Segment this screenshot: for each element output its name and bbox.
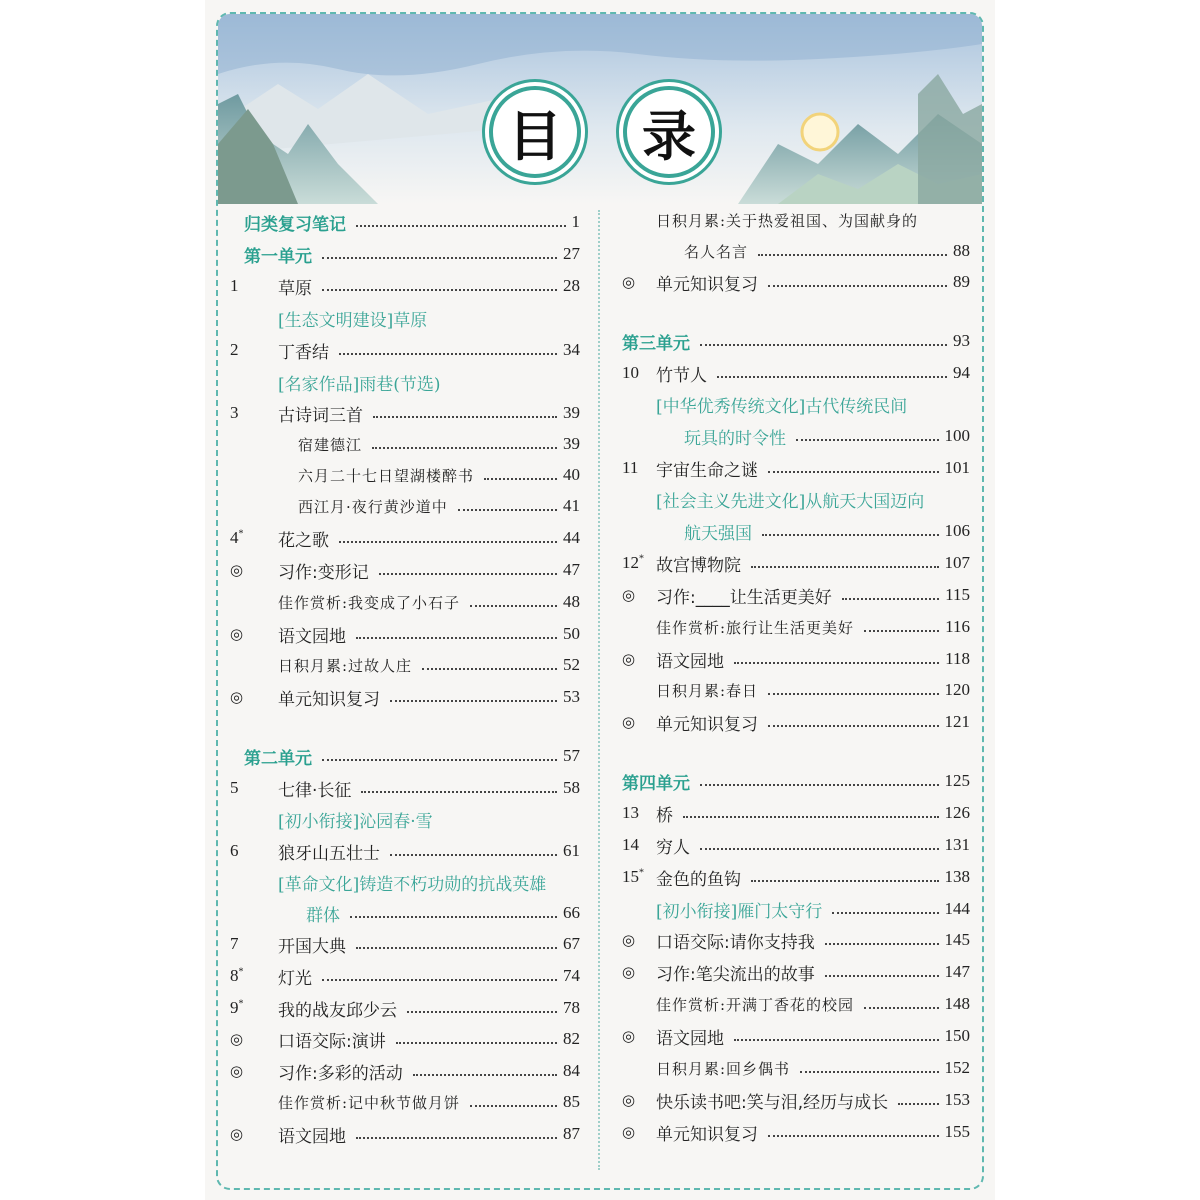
toc-entry[interactable] [622, 581, 970, 609]
toc-entry[interactable] [230, 368, 580, 396]
toc-entry[interactable] [230, 272, 580, 300]
page-number: 58 [563, 778, 580, 797]
entry-title: 第一单元 [244, 246, 312, 267]
page-number: 148 [944, 994, 970, 1013]
entry-title: 习作:____让生活更美好 [656, 587, 832, 608]
entry-title: 我的战友邱少云 [278, 1000, 397, 1021]
entry-number: 11 [622, 458, 639, 477]
page-number: 150 [944, 1026, 970, 1045]
entry-title: 语文园地 [278, 626, 346, 647]
toc-entry[interactable] [622, 767, 970, 795]
page-number: 39 [563, 434, 580, 453]
page-number: 94 [953, 363, 970, 382]
toc-entry[interactable] [622, 206, 970, 234]
toc-entry[interactable] [230, 588, 580, 616]
entry-title: 日积月累:春日 [656, 681, 759, 700]
page-number: 88 [953, 241, 970, 260]
leader-dots [484, 478, 557, 480]
entry-number: 4* [230, 528, 244, 547]
leader-dots [422, 668, 557, 670]
entry-title: 佳作赏析:我变成了小石子 [278, 593, 461, 612]
toc-entry[interactable] [622, 831, 970, 859]
entry-number: 10 [622, 363, 639, 382]
toc-entry[interactable] [230, 208, 580, 236]
toc-entry[interactable] [622, 454, 970, 482]
entry-title: 佳作赏析:开满丁香花的校园 [656, 995, 855, 1014]
page-number: 107 [944, 553, 970, 572]
toc-entry[interactable] [230, 1057, 580, 1085]
entry-title: 习作:变形记 [278, 562, 369, 583]
leader-dots [339, 541, 557, 543]
entry-title: 习作:笔尖流出的故事 [656, 964, 815, 985]
page-number: 115 [945, 585, 970, 604]
toc-entry[interactable] [622, 268, 970, 296]
page-number: 53 [563, 687, 580, 706]
toc-entry[interactable] [230, 742, 580, 770]
leader-dots [361, 791, 557, 793]
toc-entry[interactable] [230, 399, 580, 427]
page-number: 93 [953, 331, 970, 350]
leader-dots [356, 225, 566, 227]
leader-dots [758, 254, 947, 256]
title-char-2: 录 [623, 86, 715, 178]
entry-number: 14 [622, 835, 639, 854]
toc-entry[interactable] [622, 645, 970, 673]
entry-title: 西江月·夜行黄沙道中 [298, 497, 448, 516]
leader-dots [470, 605, 557, 607]
page-number: 1 [571, 212, 580, 231]
toc-entry[interactable] [230, 805, 580, 833]
page-number: 147 [944, 962, 970, 981]
entry-title: 日积月累:回乡偶书 [656, 1059, 791, 1078]
entry-number: ◎ [230, 689, 244, 706]
page-number: 39 [563, 403, 580, 422]
page-number: 40 [563, 465, 580, 484]
page-number: 144 [944, 899, 970, 918]
toc-entry[interactable] [622, 549, 970, 577]
toc-entry[interactable] [230, 1088, 580, 1116]
entry-title: 开国大典 [278, 936, 346, 957]
entry-number: ◎ [622, 964, 636, 981]
leader-dots [768, 725, 939, 727]
page-number: 118 [945, 649, 970, 668]
page-number: 61 [563, 841, 580, 860]
entry-title: 快乐读书吧:笑与泪,经历与成长 [656, 1092, 889, 1113]
entry-title: 语文园地 [656, 1028, 724, 1049]
page-number: 85 [563, 1092, 580, 1111]
page-number: 125 [944, 771, 970, 790]
entry-title: 佳作赏析:记中秋节做月饼 [278, 1093, 461, 1112]
entry-number: ◎ [230, 626, 244, 643]
entry-number: ◎ [622, 932, 636, 949]
entry-title: 六月二十七日望湖楼醉书 [298, 466, 475, 485]
leader-dots [734, 1039, 939, 1041]
entry-title: 桥 [656, 805, 673, 826]
page-number: 41 [563, 496, 580, 515]
toc-entry[interactable] [622, 390, 970, 418]
toc-entry[interactable] [622, 863, 970, 891]
toc-entry[interactable] [622, 958, 970, 986]
entry-title: 故宫博物院 [656, 555, 741, 576]
toc-entry[interactable] [230, 899, 580, 927]
entry-number: ◎ [230, 562, 244, 579]
page-number: 50 [563, 624, 580, 643]
entry-title: [初小衔接]沁园春·雪 [278, 811, 433, 832]
entry-number: ◎ [230, 1063, 244, 1080]
leader-dots [390, 854, 557, 856]
leader-dots [356, 1137, 557, 1139]
entry-title: [中华优秀传统文化]古代传统民间 [656, 396, 908, 417]
entry-title: 竹节人 [656, 365, 707, 386]
toc-entry[interactable] [230, 620, 580, 648]
toc-entry[interactable] [230, 304, 580, 332]
page-number: 28 [563, 276, 580, 295]
entry-title: [生态文明建设]草原 [278, 310, 428, 331]
entry-title: 单元知识复习 [656, 1124, 758, 1145]
leader-dots [796, 439, 939, 441]
entry-title: 第三单元 [622, 333, 690, 354]
page-number: 48 [563, 592, 580, 611]
entry-number: 5 [230, 778, 239, 797]
entry-number: ◎ [230, 1031, 244, 1048]
leader-dots [356, 947, 557, 949]
page-number: 67 [563, 934, 580, 953]
entry-number: ◎ [622, 714, 636, 731]
page-number: 44 [563, 528, 580, 547]
leader-dots [396, 1042, 557, 1044]
entry-title: 归类复习笔记 [244, 214, 346, 235]
leader-dots [842, 598, 939, 600]
entry-number: 6 [230, 841, 239, 860]
toc-entry[interactable] [230, 868, 580, 896]
page-number: 155 [944, 1122, 970, 1141]
leader-dots [768, 1135, 939, 1137]
toc-entry[interactable] [622, 799, 970, 827]
leader-dots [339, 353, 557, 355]
leader-dots [700, 848, 939, 850]
page-number: 152 [944, 1058, 970, 1077]
title-char-1: 目 [489, 86, 581, 178]
entry-title: 口语交际:演讲 [278, 1031, 386, 1052]
page-number: 120 [944, 680, 970, 699]
entry-title: [社会主义先进文化]从航天大国迈向 [656, 491, 925, 512]
leader-dots [458, 509, 557, 511]
entry-number: 1 [230, 276, 239, 295]
entry-title: 群体 [306, 905, 340, 926]
toc-entry[interactable] [230, 430, 580, 458]
leader-dots [825, 975, 939, 977]
leader-dots [390, 700, 557, 702]
entry-title: 口语交际:请你支持我 [656, 932, 815, 953]
leader-dots [751, 880, 939, 882]
page-number: 74 [563, 966, 580, 985]
toc-entry[interactable] [622, 708, 970, 736]
entry-title: 名人名言 [684, 242, 749, 261]
entry-number: 13 [622, 803, 639, 822]
page-number: 100 [944, 426, 970, 445]
entry-title: [初小衔接]雁门太守行 [656, 901, 823, 922]
page-number: 47 [563, 560, 580, 579]
entry-number: 9* [230, 998, 244, 1017]
leader-dots [898, 1103, 938, 1105]
entry-title: 丁香结 [278, 342, 329, 363]
entry-title: 语文园地 [656, 651, 724, 672]
page-number: 116 [945, 617, 970, 636]
leader-dots [768, 285, 947, 287]
leader-dots [768, 693, 938, 695]
toc-entry[interactable] [230, 461, 580, 489]
page-number: 145 [944, 930, 970, 949]
leader-dots [322, 759, 557, 761]
leader-dots [356, 637, 557, 639]
page-number: 87 [563, 1124, 580, 1143]
page-number: 121 [944, 712, 970, 731]
entry-title: 第四单元 [622, 773, 690, 794]
toc-entry[interactable] [230, 492, 580, 520]
page-number: 34 [563, 340, 580, 359]
leader-dots [700, 344, 947, 346]
leader-dots [825, 943, 939, 945]
leader-dots [683, 816, 939, 818]
page-number: 89 [953, 272, 970, 291]
entry-title: 玩具的时令性 [684, 428, 786, 449]
entry-title: [革命文化]铸造不朽功勋的抗战英雄 [278, 874, 547, 895]
entry-title: 古诗词三首 [278, 405, 363, 426]
entry-title: 日积月累:关于热爱祖国、为国献身的 [656, 211, 919, 230]
toc-entry[interactable] [622, 359, 970, 387]
toc-entry[interactable] [622, 895, 970, 923]
entry-number: ◎ [230, 1126, 244, 1143]
page-number: 66 [563, 903, 580, 922]
page-number: 57 [563, 746, 580, 765]
entry-number: ◎ [622, 274, 636, 291]
leader-dots [864, 630, 939, 632]
page-number: 82 [563, 1029, 580, 1048]
leader-dots [832, 912, 938, 914]
entry-number: 7 [230, 934, 239, 953]
leader-dots [762, 534, 939, 536]
leader-dots [700, 784, 939, 786]
entry-number: 3 [230, 403, 239, 422]
page-number: 126 [944, 803, 970, 822]
entry-title: 第二单元 [244, 748, 312, 769]
entry-title: [名家作品]雨巷(节选) [278, 374, 441, 395]
leader-dots [373, 416, 557, 418]
toc-entry[interactable] [230, 556, 580, 584]
entry-title: 灯光 [278, 968, 312, 989]
leader-dots [372, 447, 557, 449]
page-number: 106 [944, 521, 970, 540]
toc-entry[interactable] [230, 336, 580, 364]
leader-dots [717, 376, 947, 378]
entry-title: 单元知识复习 [278, 689, 380, 710]
toc-entry[interactable] [230, 683, 580, 711]
toc-entry[interactable] [622, 990, 970, 1018]
toc-entry[interactable] [622, 485, 970, 513]
toc-entry[interactable] [230, 651, 580, 679]
leader-dots [800, 1071, 938, 1073]
leader-dots [322, 257, 557, 259]
toc-entry[interactable] [622, 1118, 970, 1146]
toc-entry[interactable] [230, 930, 580, 958]
entry-title: 穷人 [656, 837, 690, 858]
entry-number: 8* [230, 966, 244, 985]
toc-entry[interactable] [622, 676, 970, 704]
toc-entry[interactable] [230, 1025, 580, 1053]
toc-entry[interactable] [230, 774, 580, 802]
entry-title: 语文园地 [278, 1126, 346, 1147]
entry-number: ◎ [622, 1028, 636, 1045]
entry-title: 狼牙山五壮士 [278, 843, 380, 864]
entry-title: 航天强国 [684, 523, 752, 544]
leader-dots [413, 1074, 557, 1076]
page-number: 27 [563, 244, 580, 263]
entry-title: 金色的鱼钩 [656, 869, 741, 890]
toc-entry[interactable] [230, 524, 580, 552]
toc-entry[interactable] [622, 237, 970, 265]
toc-entry[interactable] [622, 422, 970, 450]
toc-entry[interactable] [622, 1022, 970, 1050]
toc-entry[interactable] [622, 613, 970, 641]
page-number: 52 [563, 655, 580, 674]
leader-dots [350, 916, 557, 918]
toc-entry[interactable] [230, 994, 580, 1022]
entry-number: ◎ [622, 1092, 636, 1109]
leader-dots [734, 662, 939, 664]
entry-title: 习作:多彩的活动 [278, 1063, 403, 1084]
column-divider [598, 210, 600, 1170]
entry-title: 花之歌 [278, 530, 329, 551]
toc-entry[interactable] [230, 962, 580, 990]
toc-entry[interactable] [622, 1054, 970, 1082]
entry-number: ◎ [622, 587, 636, 604]
entry-number: 12* [622, 553, 644, 572]
page-number: 101 [944, 458, 970, 477]
leader-dots [768, 471, 939, 473]
leader-dots [407, 1011, 557, 1013]
entry-title: 宿建德江 [298, 435, 363, 454]
entry-number: ◎ [622, 651, 636, 668]
page-number: 131 [944, 835, 970, 854]
leader-dots [379, 573, 557, 575]
page-number: 84 [563, 1061, 580, 1080]
toc-entry[interactable] [622, 1086, 970, 1114]
page-number: 153 [944, 1090, 970, 1109]
toc-entry[interactable] [622, 517, 970, 545]
entry-number: 2 [230, 340, 239, 359]
toc-entry[interactable] [622, 926, 970, 954]
entry-title: 日积月累:过故人庄 [278, 656, 413, 675]
entry-number: ◎ [622, 1124, 636, 1141]
leader-dots [751, 566, 939, 568]
entry-title: 佳作赏析:旅行让生活更美好 [656, 618, 855, 637]
toc-entry[interactable] [230, 1120, 580, 1148]
entry-title: 草原 [278, 278, 312, 299]
entry-title: 七律·长征 [278, 780, 352, 801]
entry-title: 宇宙生命之谜 [656, 460, 758, 481]
entry-number: 15* [622, 867, 644, 886]
leader-dots [322, 289, 557, 291]
page-number: 78 [563, 998, 580, 1017]
leader-dots [864, 1007, 938, 1009]
entry-title: 单元知识复习 [656, 714, 758, 735]
leader-dots [470, 1105, 557, 1107]
leader-dots [322, 979, 557, 981]
entry-title: 单元知识复习 [656, 274, 758, 295]
toc-entry[interactable] [230, 837, 580, 865]
page-number: 138 [944, 867, 970, 886]
toc-entry[interactable] [230, 240, 580, 268]
toc-entry[interactable] [622, 327, 970, 355]
